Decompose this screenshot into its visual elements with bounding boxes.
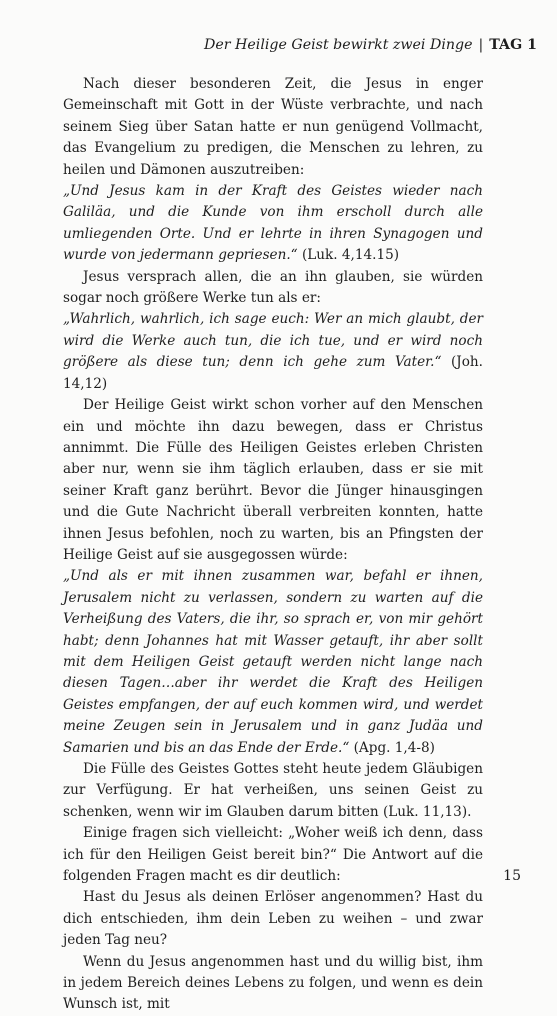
quote-2-text: „Wahrlich, wahrlich, ich sage euch: Wer an mich glaubt, der wird die Werke auch tun, die ich tue, und er wird noch größere als diese tun; denn ich gehe zum Vater.“	[63, 311, 483, 371]
paragraph-7: Wenn du Jesus angenommen hast und du willig bist, ihm in jedem Bereich deines Lebens zu folgen, und wenn es dein Wunsch ist, mit	[63, 953, 483, 1013]
paragraph-1: Nach dieser besonderen Zeit, die Jesus in enger Gemeinschaft mit Gott in der Wüste verbrachte, und nach seinem Sieg über Satan hatte er nun genügend Vollmacht, das Evangelium zu predigen, die Menschen zu lehren, zu heilen und Dämonen auszutreiben:	[63, 76, 483, 178]
bible-quote-3	[63, 566, 483, 759]
bible-quote-1	[63, 181, 483, 267]
header-separator: |	[478, 37, 484, 53]
paragraph-6: Hast du Jesus als deinen Erlöser angenommen? Hast du dich entschieden, ihm dein Leben zu weihen – und zwar jeden Tag neu?	[63, 889, 483, 949]
running-header	[204, 37, 537, 53]
page-body	[63, 74, 483, 1016]
paragraph-4: Die Fülle des Geistes Gottes steht heute jedem Gläubigen zur Verfügung. Er hat verheißen, uns seinen Geist zu schenken, wenn wir im Glauben darum bitten (Luk. 11,13).	[63, 761, 483, 820]
day-tag: TAG 1	[489, 37, 537, 53]
quote-3-text: „Und als er mit ihnen zusammen war, befahl er ihnen, Jerusalem nicht zu verlassen, sondern zu warten auf die Verheißung des Vaters, die ihr, so sprach er, von mir gehört habt; denn Johannes hat mit Wasser getauft, ihr aber sollt mit dem Heiligen Geist getauft werden nicht lange nach diesen Tagen…aber ihr werdet die Kraft des Heiligen Geistes empfangen, der auf euch kommen wird, und werdet meine Zeugen sein in Jerusalem und in ganz Judäa und Samarien und bis an das Ende der Erde.“	[63, 568, 483, 756]
page-number: 15	[503, 868, 521, 884]
paragraph-3: Der Heilige Geist wirkt schon vorher auf den Menschen ein und möchte ihn dazu bewegen, dass er Christus annimmt. Die Fülle des Heiligen Geistes erleben Christen aber nur, wenn sie ihm täglich erlauben, dass er sie mit seiner Kraft ganz berührt. Bevor die Jünger hinausgingen und die Gute Nachricht überall verbreiten konnten, hatte ihnen Jesus befohlen, noch zu warten, bis an Pfingsten der Heilige Geist auf sie ausgegossen würde:	[63, 397, 483, 563]
quote-3-reference: (Apg. 1,4-8)	[349, 739, 435, 756]
paragraph-5: Einige fragen sich vielleicht: „Woher weiß ich denn, dass ich für den Heiligen Geist bereit bin?“ Die Antwort auf die folgenden Fragen macht es dir deutlich:	[63, 825, 483, 885]
bible-quote-2	[63, 309, 483, 395]
quote-1-reference: (Luk. 4,14.15)	[297, 247, 400, 264]
quote-2-reference: (Joh. 14,12)	[63, 354, 483, 392]
paragraph-2: Jesus versprach allen, die an ihn glauben, sie würden sogar noch größere Werke tun als er:	[63, 268, 483, 307]
running-title: Der Heilige Geist bewirkt zwei Dinge	[203, 37, 473, 53]
quote-1-text: „Und Jesus kam in der Kraft des Geistes wieder nach Galiläa, und die Kunde von ihm erscholl durch alle umliegenden Orte. Und er lehrte in ihren Synagogen und wurde von jedermann gepriesen.“	[63, 183, 483, 264]
